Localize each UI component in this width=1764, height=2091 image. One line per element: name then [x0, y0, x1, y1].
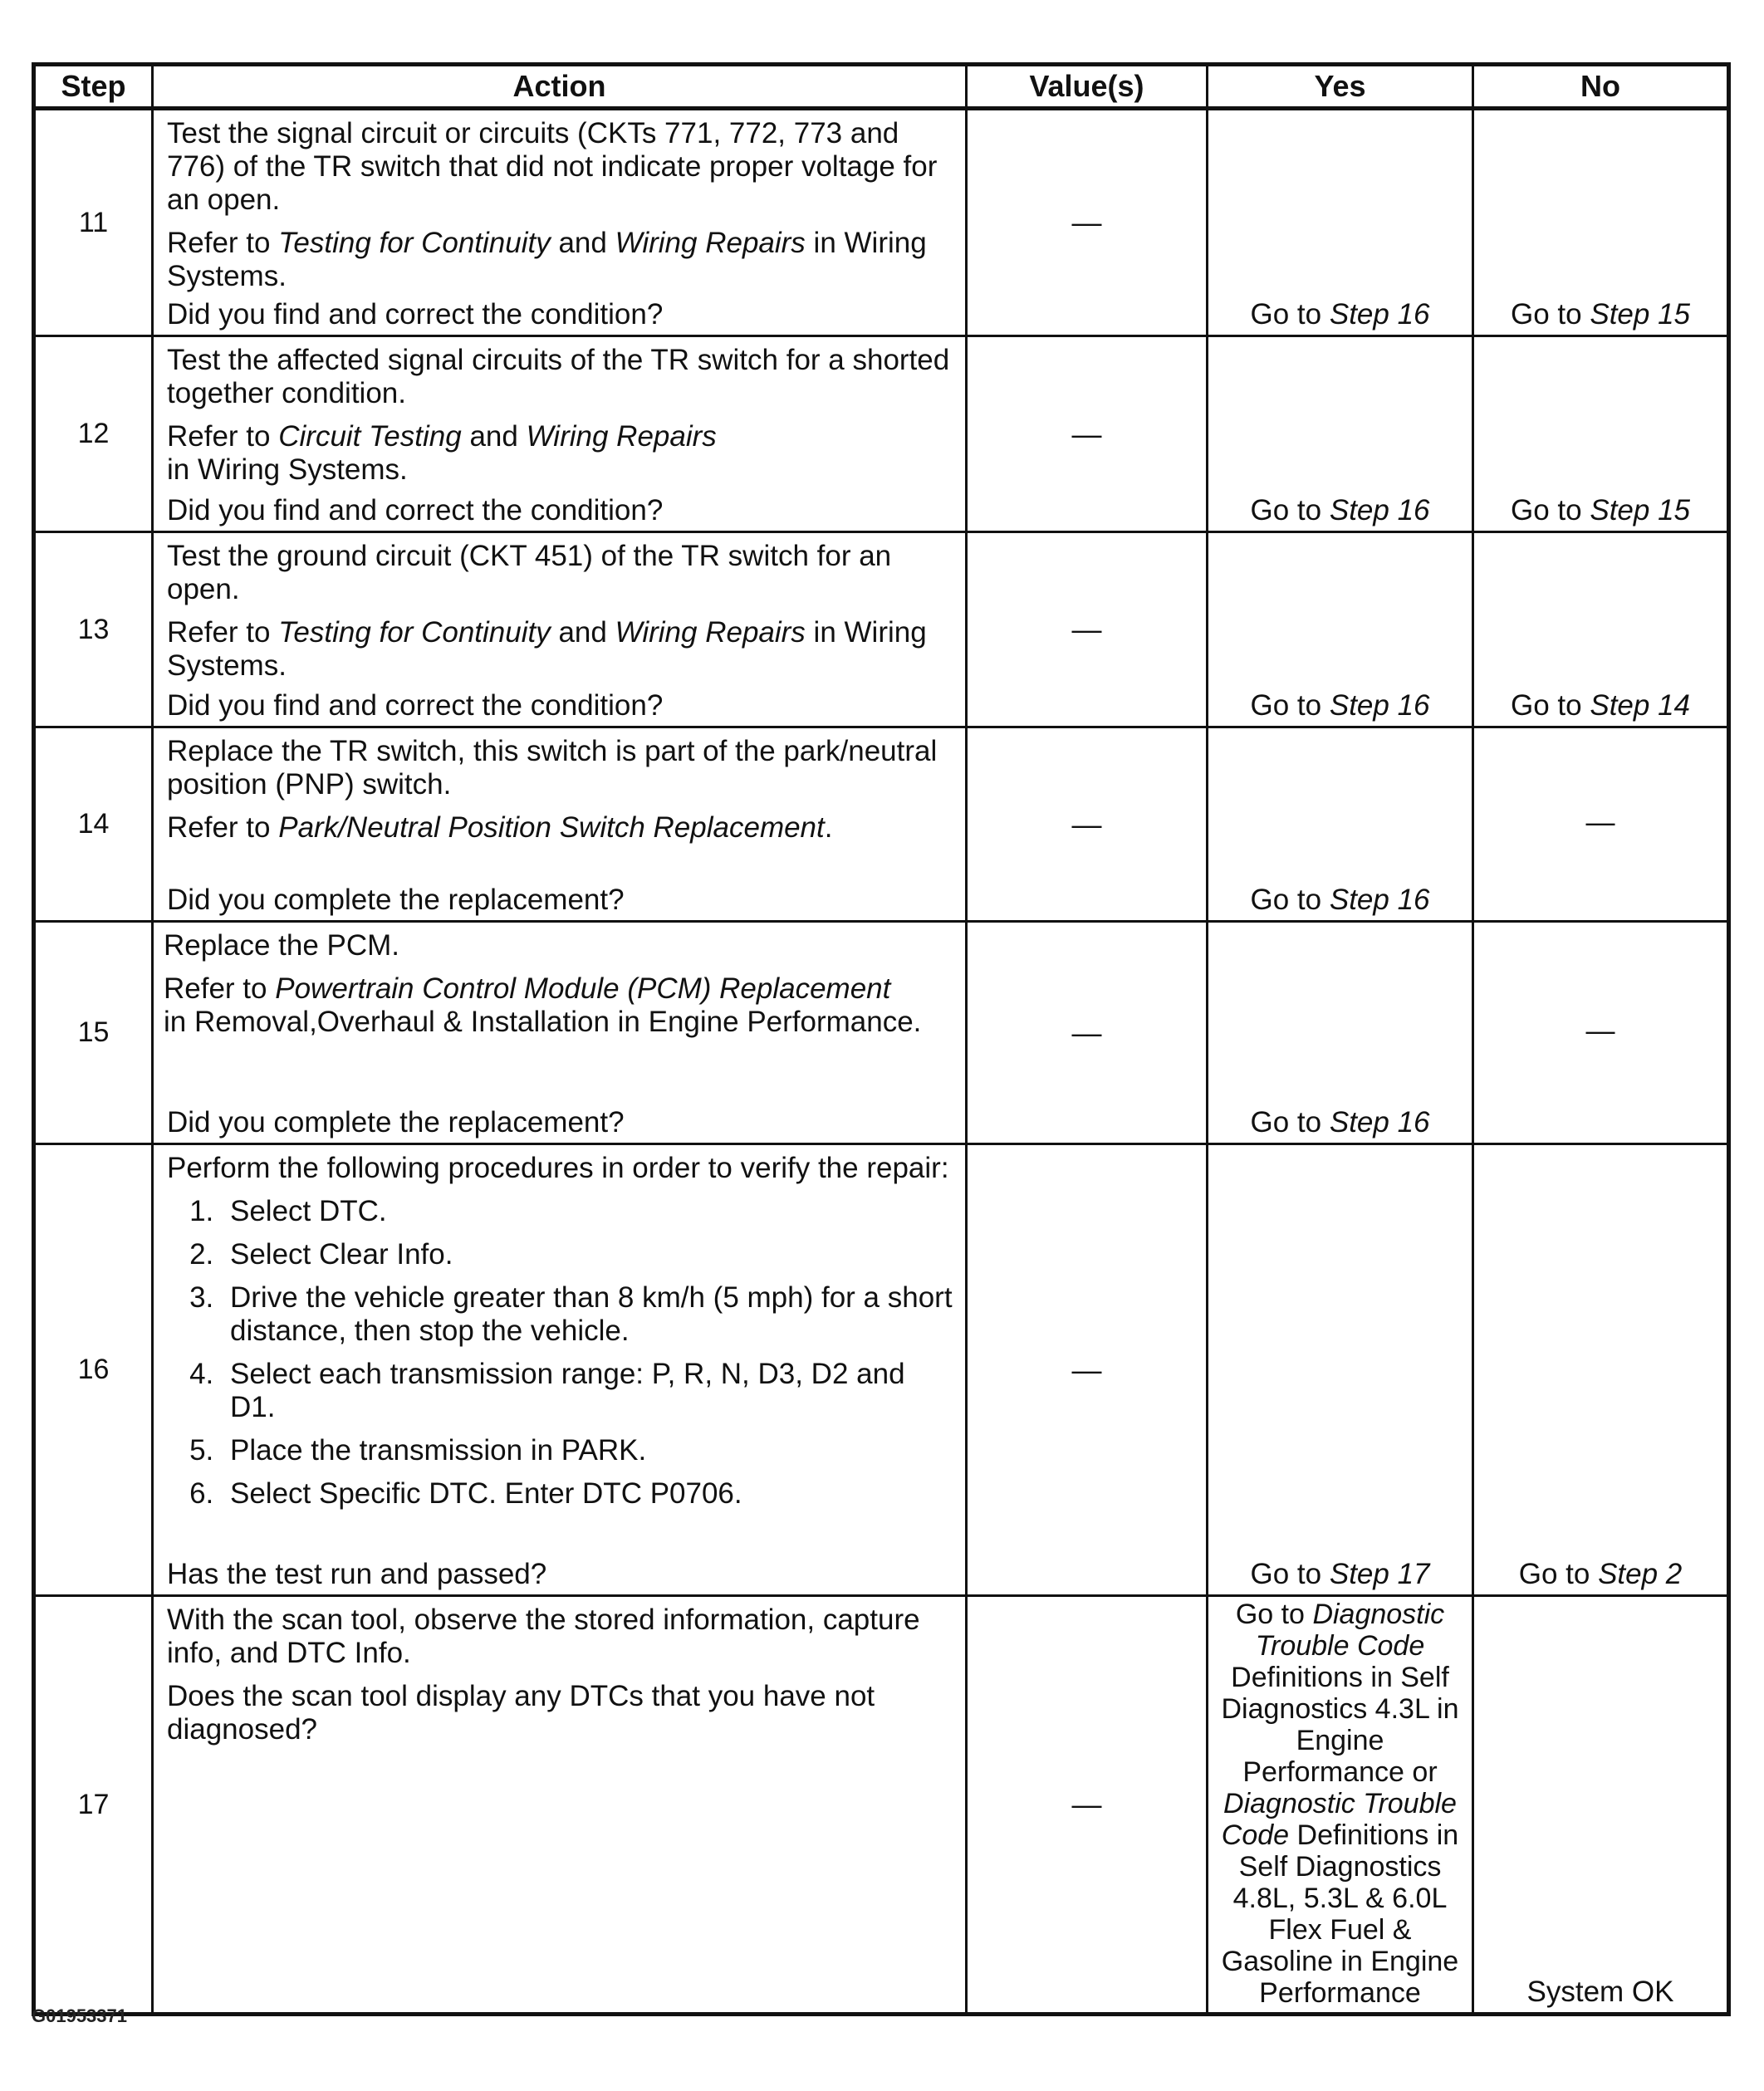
action-cell — [153, 922, 967, 1144]
yes-cell: Go to Step 16 — [1208, 922, 1473, 1144]
no-cell: Go to Step 15 — [1473, 109, 1729, 336]
no-cell: Go to Step 14 — [1473, 532, 1729, 727]
yes-cell: Go to Step 16 — [1208, 532, 1473, 727]
step-number: 13 — [34, 532, 153, 727]
action-text: Perform the following procedures in order to verify the repair: — [167, 1152, 949, 1184]
step-number: 14 — [34, 727, 153, 922]
value-cell: — — [967, 727, 1208, 922]
list-item: 6. Select Specific DTC. Enter DTC P0706. — [222, 1477, 957, 1511]
table-row — [34, 109, 1729, 336]
yes-reference-2: Diagnostic Trouble Code — [1221, 1788, 1457, 1851]
yes-cell: Go to Step 16 — [1208, 727, 1473, 922]
action-cell — [153, 1144, 967, 1596]
table-row — [34, 922, 1729, 1144]
action-cell — [153, 727, 967, 922]
yes-step-link: Step 16 — [1329, 298, 1430, 331]
action-text: Replace the PCM. — [164, 929, 400, 962]
action-cell — [153, 532, 967, 727]
no-step-link: Step 2 — [1598, 1558, 1683, 1590]
action-reference: Refer to Park/Neutral Position Switch Replacement. — [167, 811, 833, 844]
action-text: Test the affected signal circuits of the TR switch for a shorted together condition. — [167, 344, 950, 409]
no-cell: Go to Step 2 — [1473, 1144, 1729, 1596]
yes-reference-1: Diagnostic Trouble Code — [1255, 1599, 1445, 1662]
action-cell — [153, 109, 967, 336]
yes-cell: Go to Diagnostic Trouble Code Definitions in Self Diagnostics 4.3L in Engine Performance or Diagnostic Trouble Code Definitions in Self Diagnostics 4.8L, 5.3L & 6.0L Flex Fuel & Gasoline in Engine Performance — [1208, 1596, 1473, 2015]
list-item: 2. Select Clear Info. — [222, 1238, 957, 1271]
figure-id: G01953371 — [32, 2005, 127, 2026]
value-cell: — — [967, 922, 1208, 1144]
value-cell: — — [967, 1144, 1208, 1596]
action-reference: Refer to Testing for Continuity and Wiring Repairs in Wiring Systems. — [167, 616, 927, 682]
yes-step-link: Step 16 — [1329, 689, 1430, 722]
action-reference: Refer to Powertrain Control Module (PCM) Replacement in Removal,Overhaul & Installation in Engine Performance. — [164, 972, 922, 1038]
no-cell: — — [1473, 727, 1729, 922]
no-cell: Go to Step 15 — [1473, 336, 1729, 532]
action-question: Did you find and correct the condition? — [167, 298, 664, 331]
step-number: 15 — [34, 922, 153, 1144]
header-step: Step — [34, 65, 153, 109]
action-reference: Refer to Circuit Testing and Wiring Repairs in Wiring Systems. — [167, 420, 717, 486]
procedure-list — [167, 1195, 957, 1511]
action-question: Did you complete the replacement? — [167, 884, 625, 916]
no-step-link: Step 15 — [1590, 298, 1690, 331]
header-action: Action — [153, 65, 967, 109]
yes-cell: Go to Step 16 — [1208, 109, 1473, 336]
list-item: 5. Place the transmission in PARK. — [222, 1434, 957, 1467]
action-text: Test the ground circuit (CKT 451) of the TR switch for an open. — [167, 540, 892, 605]
action-question: Does the scan tool display any DTCs that you have not diagnosed? — [167, 1680, 875, 1746]
no-cell: — — [1473, 922, 1729, 1144]
yes-step-link: Step 16 — [1329, 494, 1430, 526]
step-number: 16 — [34, 1144, 153, 1596]
action-cell — [153, 1596, 967, 2015]
action-reference: Refer to Testing for Continuity and Wiring Repairs in Wiring Systems. — [167, 227, 927, 292]
yes-step-link: Step 17 — [1329, 1558, 1430, 1590]
table-row — [34, 1144, 1729, 1596]
header-yes: Yes — [1208, 65, 1473, 109]
step-number: 17 — [34, 1596, 153, 2015]
value-cell: — — [967, 1596, 1208, 2015]
action-question: Did you complete the replacement? — [167, 1106, 625, 1139]
action-question: Has the test run and passed? — [167, 1558, 547, 1590]
diagnostic-table — [32, 62, 1731, 2016]
list-item: 3. Drive the vehicle greater than 8 km/h (5 mph) for a short distance, then stop the vehicle. — [222, 1281, 957, 1348]
table-row — [34, 727, 1729, 922]
value-cell: — — [967, 109, 1208, 336]
action-question: Did you find and correct the condition? — [167, 494, 664, 526]
table-header-row — [34, 65, 1729, 109]
action-text: With the scan tool, observe the stored information, capture info, and DTC Info. — [167, 1604, 920, 1669]
value-cell: — — [967, 532, 1208, 727]
action-question: Did you find and correct the condition? — [167, 689, 664, 722]
value-cell: — — [967, 336, 1208, 532]
action-text: Test the signal circuit or circuits (CKTs 771, 772, 773 and 776) of the TR switch that did not indicate proper voltage for an open. — [167, 117, 938, 216]
no-step-link: Step 14 — [1590, 689, 1690, 722]
yes-step-link: Step 16 — [1329, 1106, 1430, 1139]
header-values: Value(s) — [967, 65, 1208, 109]
action-text: Replace the TR switch, this switch is part of the park/neutral position (PNP) switch. — [167, 735, 938, 801]
yes-cell: Go to Step 16 — [1208, 336, 1473, 532]
yes-cell: Go to Step 17 — [1208, 1144, 1473, 1596]
step-number: 11 — [34, 109, 153, 336]
yes-step-link: Step 16 — [1329, 884, 1430, 916]
step-number: 12 — [34, 336, 153, 532]
no-cell: System OK — [1473, 1596, 1729, 2015]
list-item: 1. Select DTC. — [222, 1195, 957, 1228]
header-no: No — [1473, 65, 1729, 109]
table-row — [34, 1596, 1729, 2015]
action-cell — [153, 336, 967, 532]
table-row — [34, 532, 1729, 727]
no-step-link: Step 15 — [1590, 494, 1690, 526]
table-row — [34, 336, 1729, 532]
list-item: 4. Select each transmission range: P, R, N, D3, D2 and D1. — [222, 1358, 957, 1424]
